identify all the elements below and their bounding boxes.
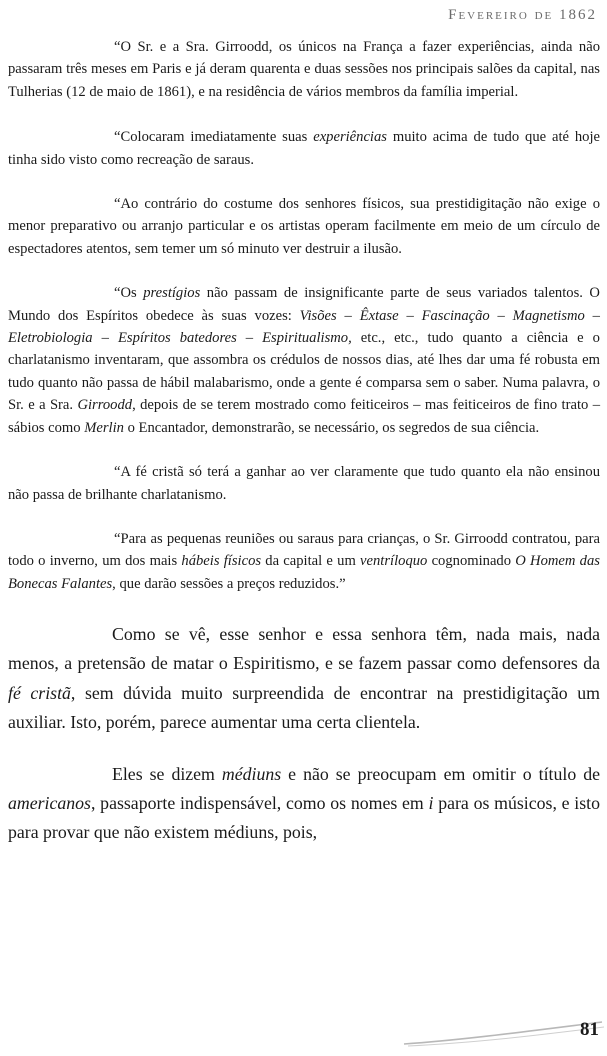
quote-paragraph: “Para as pequenas reuniões ou saraus para crianças, o Sr. Girroodd contratou, para todo o inverno, um dos mais hábeis físicos da capital e um ventríloquo cognominado O Homem das Bonecas Falantes, que darão sessões a preços reduzidos.” (8, 530, 600, 592)
quote-paragraph: “Colocaram imediatamente suas experiências muito acima de tudo que até hoje tinha sido visto como recreação de saraus. (8, 129, 601, 168)
quote-paragraph: “A fé cristã só terá a ganhar ao ver claramente que tudo quanto ela não ensinou não passa de brilhante charlatanismo. (8, 464, 600, 503)
page-content (8, 36, 600, 848)
running-header: Fevereiro de 1862 (448, 7, 597, 23)
page-number: 81 (580, 1019, 599, 1040)
decorative-swoosh (402, 1018, 607, 1048)
quote-paragraph: “Os prestígios não passam de insignificante parte de seus variados talentos. O Mundo dos Espíritos obedece às suas vozes: Visões – Êxtase – Fascinação – Magnetismo – Eletrobiologia – Espíritos batedores – Espiritualismo, etc., etc., tudo quanto a ciência e o charlatanismo inventaram, que assombra os crédulos de nossos dias, até lhes dar uma fé robusta em tudo quanto não passa de hábil malabarismo, onde a gente é comparsa sem o saber. Numa palavra, o Sr. e a Sra. Girroodd, depois de se terem mostrado como feiticeiros – mas feiticeiros de fino trato – sábios como Merlin o Encantador, demonstrarão, se necessário, os segredos de sua ciência. (8, 285, 600, 436)
quote-paragraph: “Ao contrário do costume dos senhores físicos, sua prestidigitação não exige o menor preparativo ou arranjo particular e os artistas operam facilmente em meio de um círculo de espectadores atentos, sem temer um só minuto ver destruir a ilusão. (8, 196, 600, 257)
quote-paragraph: “O Sr. e a Sra. Girroodd, os únicos na França a fazer experiências, ainda não passaram três meses em Paris e já deram quarenta e duas sessões nos principais salões da capital, nas Tulherias (12 de maio de 1861), e na residência de vários membros da família imperial. (8, 39, 600, 100)
body-paragraph: Como se vê, esse senhor e essa senhora têm, nada mais, nada menos, a pretensão de matar o Espiritismo, e se fazem passar como defensores da fé cristã, sem dúvida muito surpreendida de encontrar na prestidigitação um auxiliar. Isto, porém, parece aumentar uma certa clientela. (8, 624, 600, 732)
body-paragraph: Eles se dizem médiuns e não se preocupam em omitir o título de americanos, passaporte indispensável, como os nomes em i para os músicos, e isto para provar que não existem médiuns, pois, (8, 763, 601, 843)
